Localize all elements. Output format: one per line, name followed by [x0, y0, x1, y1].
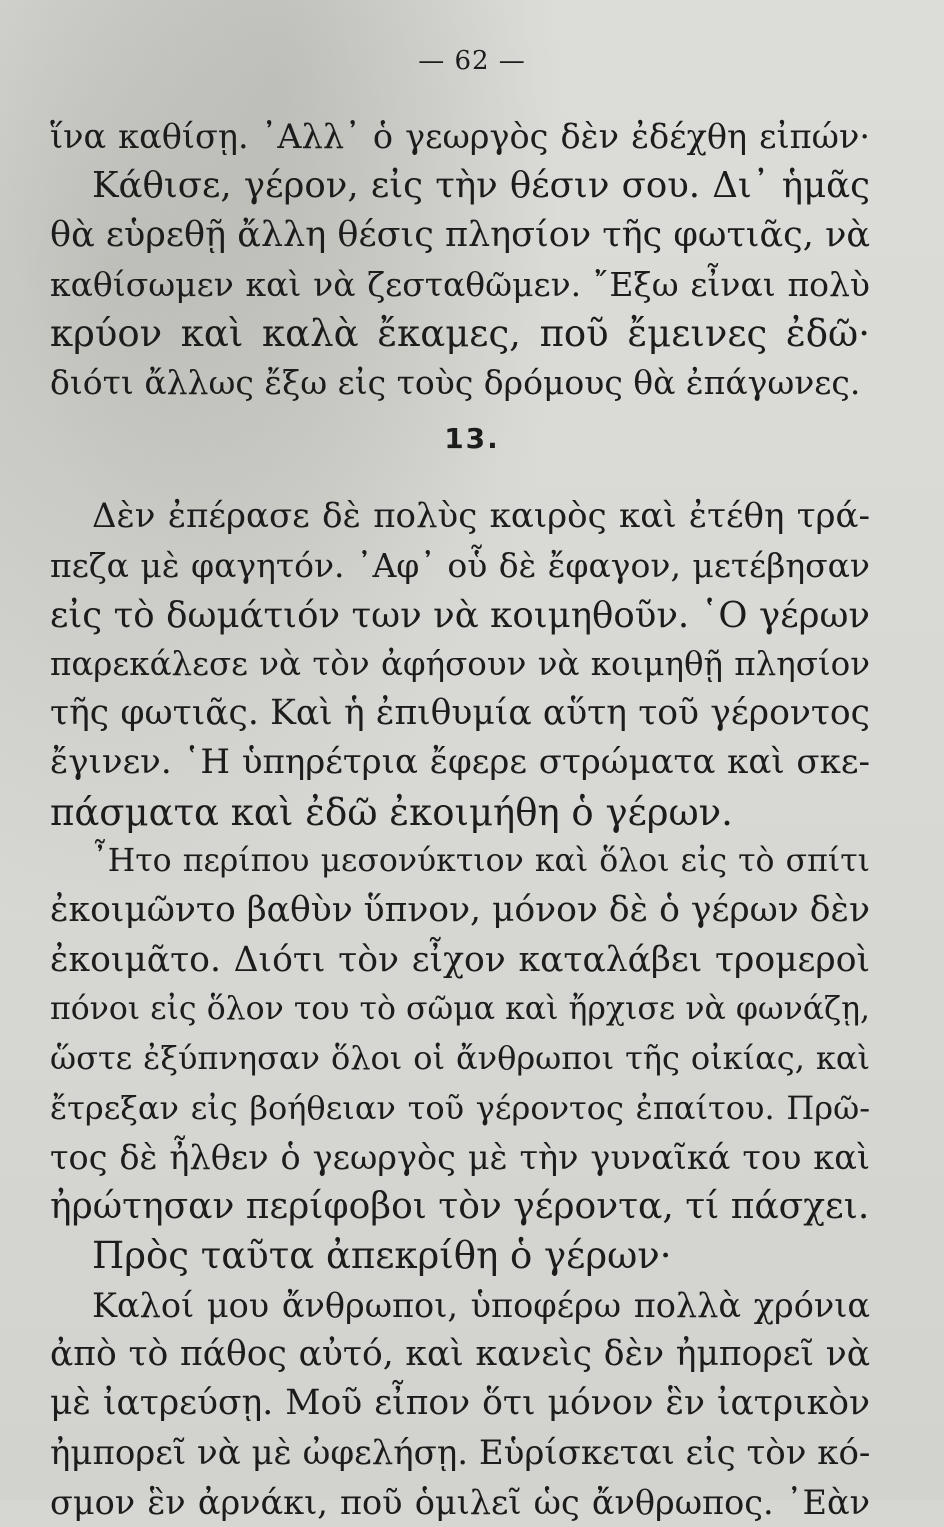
text-line: θὰ εὑρεθῇ ἄλλη θέσις πλησίον τῆς φωτιᾶς, νὰ [50, 214, 870, 255]
text-line: πεζα μὲ φαγητόν. ᾿Αφ᾿ οὗ δὲ ἔφαγον, μετέβησαν [50, 546, 870, 586]
text-line: πάσματα καὶ ἐδῶ ἐκοιμήθη ὁ γέρων. [50, 790, 733, 834]
text-line: εἰς τὸ δωμάτιόν των νὰ κοιμηθοῦν. ῾Ο γέρων [50, 594, 870, 636]
text-line: κρύον καὶ καλὰ ἔκαμες, ποῦ ἔμεινες ἐδῶ· [50, 312, 870, 356]
text-line: τος δὲ ἦλθεν ὁ γεωργὸς μὲ τὴν γυναῖκά του καὶ [50, 1137, 870, 1177]
text-line: τῆς φωτιᾶς. Καὶ ἡ ἐπιθυμία αὕτη τοῦ γέροντος [50, 693, 870, 734]
text-line: Δὲν ἐπέρασε δὲ πολὺς καιρὸς καὶ ἐτέθη τρά- [92, 496, 870, 536]
text-line: πόνοι εἰς ὅλον του τὸ σῶμα καὶ ἤρχισε νὰ φωνάζῃ, [50, 990, 870, 1027]
text-line: διότι ἄλλως ἔξω εἰς τοὺς δρόμους θὰ ἐπάγωνες. [50, 363, 861, 403]
text-line: μὲ ἰατρεύσῃ. Μοῦ εἶπον ὅτι μόνον ἓν ἰατρικὸν [50, 1383, 870, 1424]
text-line: ἠμπορεῖ νὰ μὲ ὠφελήσῃ. Εὑρίσκεται εἰς τὸν κό- [50, 1432, 871, 1473]
text-line: Πρὸς ταῦτα ἀπεκρίθη ὁ γέρων· [92, 1234, 672, 1278]
text-line: ὥστε ἐξύπνησαν ὅλοι οἱ ἄνθρωποι τῆς οἰκίας, καὶ [50, 1039, 870, 1078]
text-line: καθίσωμεν καὶ νὰ ζεσταθῶμεν. ῎Εξω εἶναι πολὺ [50, 264, 870, 304]
text-line: ἐκοιμᾶτο. Διότι τὸν εἶχον καταλάβει τρομεροὶ [50, 939, 870, 980]
text-line: ἵνα καθίσῃ. ᾿Αλλ᾿ ὁ γεωργὸς δὲν ἐδέχθη εἰπών· [50, 117, 870, 156]
text-line: παρεκάλεσε νὰ τὸν ἀφήσουν νὰ κοιμηθῇ πλησίον [50, 644, 870, 683]
text-line: ἔγινεν. ῾Η ὑπηρέτρια ἔφερε στρώματα καὶ σκε- [50, 742, 870, 783]
text-line: ἠρώτησαν περίφοβοι τὸν γέροντα, τί πάσχει. [50, 1186, 870, 1228]
text-line: Καλοί μου ἄνθρωποι, ὑποφέρω πολλὰ χρόνια [92, 1285, 870, 1325]
text-line: Κάθισε, γέρον, εἰς τὴν θέσιν σου. Δι᾿ ἡμᾶς [92, 165, 870, 207]
section-heading: 13. [444, 422, 500, 455]
section-body [50, 492, 870, 1527]
page-number: — 62 — [418, 46, 526, 76]
text-line: ἐκοιμῶντο βαθὺν ὕπνον, μόνον δὲ ὁ γέρων δὲν [50, 890, 870, 931]
text-line: σμον ἓν ἀρνάκι, ποῦ ὁμιλεῖ ὡς ἄνθρωπος. ᾿Εὰν [50, 1482, 870, 1522]
text-line: ῏Ητο περίπου μεσονύκτιον καὶ ὅλοι εἰς τὸ σπίτι [92, 843, 870, 880]
paragraph-continuation [50, 112, 870, 408]
text-line: ἔτρεξαν εἰς βοήθειαν τοῦ γέροντος ἐπαίτου. Πρῶ- [50, 1088, 870, 1127]
text-line: ἀπὸ τὸ πάθος αὐτό, καὶ κανεὶς δὲν ἠμπορεῖ νὰ [50, 1334, 870, 1375]
